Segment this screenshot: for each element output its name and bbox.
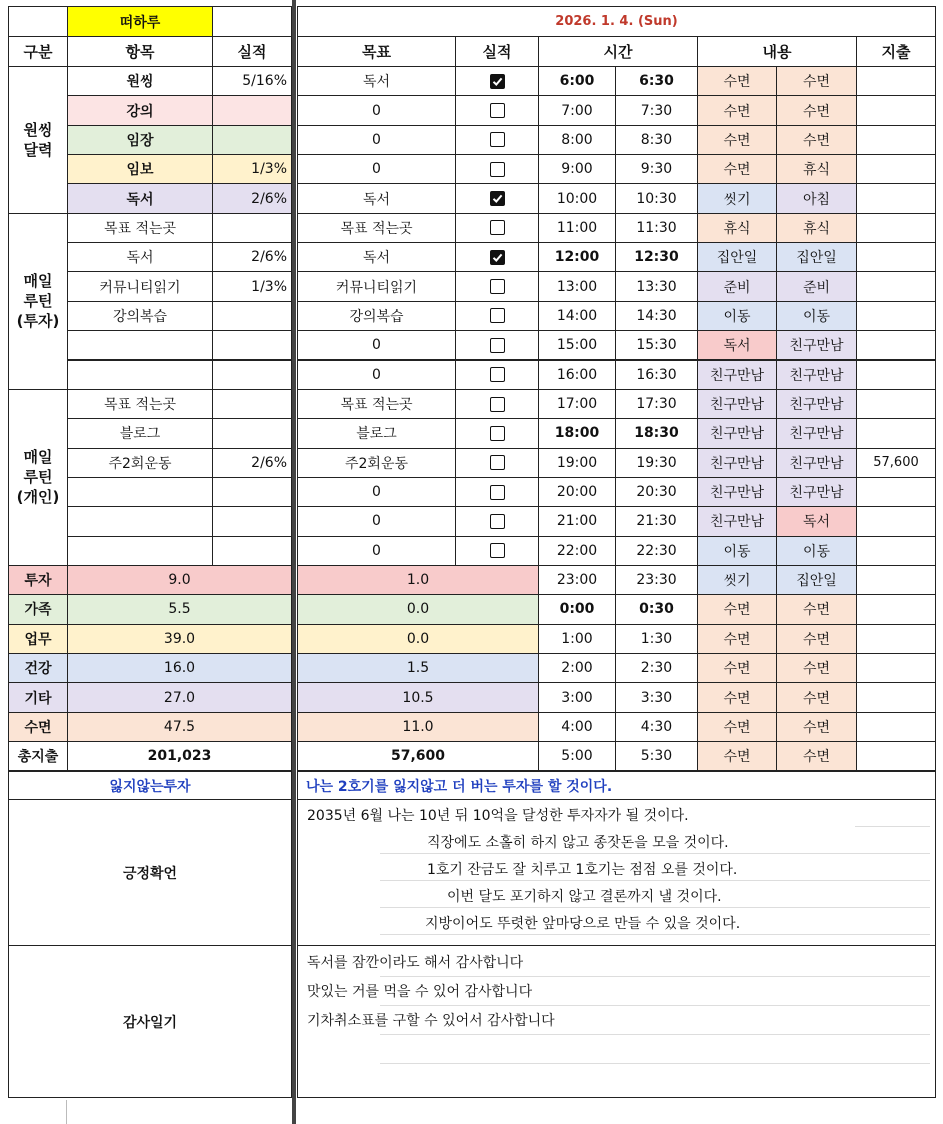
ruled-line [380, 1063, 930, 1064]
item-cell: 독서 [67, 183, 213, 213]
time-start: 22:00 [538, 536, 616, 566]
date-title: 2026. 1. 4. (Sun) [297, 6, 936, 37]
time-end: 10:30 [615, 183, 698, 213]
ruled-line [380, 853, 930, 854]
content-second[interactable]: 친구만남 [776, 448, 857, 478]
header-blank-left [8, 6, 68, 37]
done-header: 실적 [455, 36, 539, 67]
group-routine-personal: 매일 루틴 (개인) [8, 389, 68, 566]
summary-actual: 27.0 [67, 682, 292, 712]
time-start: 13:00 [538, 271, 616, 301]
gratitude-line[interactable]: 기차취소표를 구할 수 있어서 감사합니다 [307, 1013, 555, 1029]
result-cell [212, 389, 292, 419]
expense-cell [856, 183, 936, 213]
content-first[interactable]: 수면 [697, 66, 777, 96]
goal-cell[interactable]: 블로그 [297, 418, 456, 448]
time-end: 5:30 [615, 741, 698, 771]
time-end: 16:30 [615, 360, 698, 390]
time-end: 11:30 [615, 213, 698, 243]
result-cell: 2/6% [212, 242, 292, 272]
done-cell [455, 389, 539, 419]
content-second[interactable]: 집안일 [776, 242, 857, 272]
time-end: 9:30 [615, 154, 698, 184]
result-cell [212, 125, 292, 155]
done-cell [455, 271, 539, 301]
summary-actual: 201,023 [67, 741, 292, 771]
result-cell [212, 418, 292, 448]
time-start: 4:00 [538, 712, 616, 742]
time-start: 11:00 [538, 213, 616, 243]
content-second[interactable]: 이동 [776, 536, 857, 566]
goal-cell[interactable]: 0 [297, 477, 456, 507]
time-start: 7:00 [538, 95, 616, 125]
item-header: 항목 [67, 36, 213, 67]
time-start: 3:00 [538, 682, 616, 712]
motto-text: 나는 2호기를 잃지않고 더 버는 투자를 할 것이다. [297, 771, 936, 800]
nickname-title: 떠하루 [67, 6, 213, 37]
content-second[interactable]: 수면 [776, 682, 857, 712]
summary-label: 기타 [8, 682, 68, 712]
expense-cell [856, 594, 936, 624]
checkmark-icon [492, 252, 503, 263]
goal-cell[interactable]: 강의복습 [297, 301, 456, 331]
done-cell [455, 213, 539, 243]
empty-checkbox[interactable] [490, 279, 505, 294]
expense-cell [856, 271, 936, 301]
summary-goal: 10.5 [297, 682, 539, 712]
group-routine-investment: 매일 루틴 (투자) [8, 213, 68, 390]
expense-cell [856, 477, 936, 507]
empty-checkbox[interactable] [490, 103, 505, 118]
content-second[interactable]: 친구만남 [776, 360, 857, 390]
content-second[interactable]: 준비 [776, 271, 857, 301]
time-end: 8:30 [615, 125, 698, 155]
expense-cell [856, 389, 936, 419]
time-end: 1:30 [615, 624, 698, 654]
content-second[interactable]: 수면 [776, 741, 857, 771]
gratitude-line[interactable]: 독서를 잠깐이라도 해서 감사합니다 [307, 955, 524, 971]
content-second[interactable]: 친구만남 [776, 477, 857, 507]
expense-cell [856, 682, 936, 712]
content-second[interactable]: 수면 [776, 66, 857, 96]
done-cell [455, 183, 539, 213]
gratitude-title: 감사일기 [8, 945, 292, 1098]
goal-cell[interactable]: 0 [297, 154, 456, 184]
content-first[interactable]: 휴식 [697, 213, 777, 243]
time-start: 9:00 [538, 154, 616, 184]
done-cell [455, 301, 539, 331]
ruled-line [380, 1005, 930, 1006]
goal-header: 목표 [297, 36, 456, 67]
result-header: 실적 [212, 36, 292, 67]
item-cell [67, 360, 213, 390]
affirmation-line: 이번 달도 포기하지 않고 결론까지 낼 것이다. [447, 889, 722, 905]
result-cell [212, 301, 292, 331]
expense-cell [856, 653, 936, 683]
ruled-line [380, 907, 930, 908]
goal-cell[interactable]: 목표 적는곳 [297, 213, 456, 243]
result-cell: 2/6% [212, 183, 292, 213]
time-start: 21:00 [538, 506, 616, 536]
expense-cell [856, 242, 936, 272]
time-end: 18:30 [615, 418, 698, 448]
time-start: 14:00 [538, 301, 616, 331]
content-first[interactable]: 수면 [697, 682, 777, 712]
done-cell [455, 477, 539, 507]
expense-cell [856, 624, 936, 654]
panel-divider [292, 0, 296, 1124]
result-cell [212, 360, 292, 390]
summary-label: 가족 [8, 594, 68, 624]
summary-goal: 11.0 [297, 712, 539, 742]
done-cell [455, 448, 539, 478]
summary-label: 건강 [8, 653, 68, 683]
content-second[interactable]: 수면 [776, 594, 857, 624]
checkmark-icon [492, 193, 503, 204]
summary-label: 업무 [8, 624, 68, 654]
expense-cell [856, 66, 936, 96]
goal-cell[interactable]: 커뮤니티읽기 [297, 271, 456, 301]
content-first[interactable]: 수면 [697, 653, 777, 683]
expense-cell [856, 418, 936, 448]
time-start: 15:00 [538, 330, 616, 360]
affirmation-line: 1호기 잔금도 잘 치루고 1호기는 점점 오를 것이다. [427, 862, 738, 878]
content-second[interactable]: 독서 [776, 506, 857, 536]
result-cell: 5/16% [212, 66, 292, 96]
time-end: 3:30 [615, 682, 698, 712]
expense-cell [856, 741, 936, 771]
item-cell: 블로그 [67, 418, 213, 448]
time-end: 14:30 [615, 301, 698, 331]
content-second[interactable]: 친구만남 [776, 330, 857, 360]
goal-cell[interactable]: 0 [297, 330, 456, 360]
item-cell: 목표 적는곳 [67, 213, 213, 243]
content-second[interactable]: 친구만남 [776, 389, 857, 419]
expense-cell [856, 301, 936, 331]
empty-checkbox[interactable] [490, 426, 505, 441]
content-second[interactable]: 친구만남 [776, 418, 857, 448]
content-first[interactable]: 친구만남 [697, 477, 777, 507]
content-first[interactable]: 수면 [697, 594, 777, 624]
done-cell [455, 66, 539, 96]
content-first[interactable]: 친구만남 [697, 448, 777, 478]
time-start: 6:00 [538, 66, 616, 96]
item-cell [67, 477, 213, 507]
ruled-line [380, 934, 930, 935]
content-second[interactable]: 수면 [776, 125, 857, 155]
summary-actual: 39.0 [67, 624, 292, 654]
done-cell [455, 506, 539, 536]
time-end: 23:30 [615, 565, 698, 595]
time-end: 0:30 [615, 594, 698, 624]
time-end: 4:30 [615, 712, 698, 742]
time-start: 5:00 [538, 741, 616, 771]
time-start: 1:00 [538, 624, 616, 654]
affirmation-line: 직장에도 소홀히 하지 않고 종잣돈을 모을 것이다. [427, 835, 729, 851]
expense-cell [856, 213, 936, 243]
content-first[interactable]: 수면 [697, 741, 777, 771]
content-first[interactable]: 씻기 [697, 565, 777, 595]
time-end: 12:30 [615, 242, 698, 272]
time-start: 16:00 [538, 360, 616, 390]
expense-cell [856, 536, 936, 566]
time-end: 17:30 [615, 389, 698, 419]
content-second[interactable]: 휴식 [776, 154, 857, 184]
expense-cell [856, 360, 936, 390]
empty-checkbox[interactable] [490, 543, 505, 558]
goal-cell[interactable]: 독서 [297, 183, 456, 213]
time-start: 2:00 [538, 653, 616, 683]
group-onething-calendar: 원씽 달력 [8, 66, 68, 214]
content-first[interactable]: 수면 [697, 712, 777, 742]
summary-goal: 57,600 [297, 741, 539, 771]
summary-goal: 1.0 [297, 565, 539, 595]
content-second[interactable]: 집안일 [776, 565, 857, 595]
expense-cell [856, 506, 936, 536]
content-second[interactable]: 수면 [776, 624, 857, 654]
expense-cell [856, 330, 936, 360]
time-end: 6:30 [615, 66, 698, 96]
content-first[interactable]: 수면 [697, 154, 777, 184]
motto-title: 잃지않는투자 [8, 771, 292, 800]
done-cell [455, 330, 539, 360]
summary-goal: 0.0 [297, 594, 539, 624]
ruled-line [380, 1034, 930, 1035]
content-first[interactable]: 친구만남 [697, 418, 777, 448]
item-cell: 독서 [67, 242, 213, 272]
header-blank [212, 6, 292, 37]
expense-cell [856, 125, 936, 155]
empty-checkbox[interactable] [490, 367, 505, 382]
done-cell [455, 536, 539, 566]
empty-checkbox[interactable] [490, 455, 505, 470]
done-cell [455, 418, 539, 448]
time-start: 0:00 [538, 594, 616, 624]
time-end: 2:30 [615, 653, 698, 683]
content-header: 내용 [697, 36, 857, 67]
item-cell: 강의복습 [67, 301, 213, 331]
checked-checkbox[interactable] [490, 74, 505, 89]
summary-actual: 9.0 [67, 565, 292, 595]
expense-cell: 57,600 [856, 448, 936, 478]
empty-checkbox[interactable] [490, 514, 505, 529]
expense-cell [856, 95, 936, 125]
time-end: 19:30 [615, 448, 698, 478]
content-second[interactable]: 이동 [776, 301, 857, 331]
goal-cell[interactable]: 주2회운동 [297, 448, 456, 478]
content-second[interactable]: 수면 [776, 712, 857, 742]
content-first[interactable]: 수면 [697, 95, 777, 125]
content-second[interactable]: 아침 [776, 183, 857, 213]
item-cell: 주2회운동 [67, 448, 213, 478]
item-cell [67, 536, 213, 566]
goal-cell[interactable]: 0 [297, 125, 456, 155]
time-end: 20:30 [615, 477, 698, 507]
summary-goal: 1.5 [297, 653, 539, 683]
affirmation-title: 긍정확언 [8, 799, 292, 946]
gratitude-line[interactable]: 맛있는 거를 먹을 수 있어 감사합니다 [307, 984, 533, 1000]
empty-checkbox[interactable] [490, 220, 505, 235]
summary-label: 수면 [8, 712, 68, 742]
content-second[interactable]: 수면 [776, 95, 857, 125]
item-cell: 목표 적는곳 [67, 389, 213, 419]
time-start: 10:00 [538, 183, 616, 213]
time-end: 13:30 [615, 271, 698, 301]
result-cell: 1/3% [212, 271, 292, 301]
content-second[interactable]: 수면 [776, 653, 857, 683]
content-first[interactable]: 수면 [697, 125, 777, 155]
expense-cell [856, 712, 936, 742]
content-first[interactable]: 친구만남 [697, 360, 777, 390]
summary-actual: 5.5 [67, 594, 292, 624]
result-cell [212, 330, 292, 360]
checked-checkbox[interactable] [490, 250, 505, 265]
expense-cell [856, 154, 936, 184]
result-cell [212, 213, 292, 243]
affirmation-line: 2035년 6월 나는 10년 뒤 10억을 달성한 투자자가 될 것이다. [307, 808, 689, 824]
content-first[interactable]: 준비 [697, 271, 777, 301]
time-header: 시간 [538, 36, 698, 67]
summary-label: 총지출 [8, 741, 68, 771]
result-cell [212, 477, 292, 507]
done-cell [455, 154, 539, 184]
item-cell: 원씽 [67, 66, 213, 96]
result-cell: 1/3% [212, 154, 292, 184]
summary-label: 투자 [8, 565, 68, 595]
item-cell: 강의 [67, 95, 213, 125]
category-header: 구분 [8, 36, 68, 67]
summary-actual: 16.0 [67, 653, 292, 683]
done-cell [455, 242, 539, 272]
content-first[interactable]: 수면 [697, 624, 777, 654]
ruled-line [855, 826, 930, 827]
empty-checkbox[interactable] [490, 485, 505, 500]
content-first[interactable]: 씻기 [697, 183, 777, 213]
affirmation-line: 지방이어도 뚜렷한 앞마당으로 만들 수 있을 것이다. [425, 916, 741, 932]
goal-cell[interactable]: 독서 [297, 242, 456, 272]
empty-checkbox[interactable] [490, 132, 505, 147]
time-end: 21:30 [615, 506, 698, 536]
result-cell [212, 536, 292, 566]
result-cell [212, 95, 292, 125]
empty-checkbox[interactable] [490, 338, 505, 353]
empty-checkbox[interactable] [490, 308, 505, 323]
content-first[interactable]: 친구만남 [697, 506, 777, 536]
empty-checkbox[interactable] [490, 397, 505, 412]
item-cell: 커뮤니티읽기 [67, 271, 213, 301]
time-start: 19:00 [538, 448, 616, 478]
item-cell: 임장 [67, 125, 213, 155]
done-cell [455, 360, 539, 390]
time-start: 23:00 [538, 565, 616, 595]
goal-cell[interactable]: 0 [297, 95, 456, 125]
item-cell [67, 330, 213, 360]
goal-cell[interactable]: 0 [297, 360, 456, 390]
content-first[interactable]: 이동 [697, 536, 777, 566]
expense-header: 지출 [856, 36, 936, 67]
item-cell [67, 506, 213, 536]
goal-cell[interactable]: 0 [297, 536, 456, 566]
summary-actual: 47.5 [67, 712, 292, 742]
checkmark-icon [492, 76, 503, 87]
ruled-line [380, 976, 930, 977]
result-cell [212, 506, 292, 536]
content-first[interactable]: 이동 [697, 301, 777, 331]
result-cell: 2/6% [212, 448, 292, 478]
time-start: 18:00 [538, 418, 616, 448]
item-cell: 임보 [67, 154, 213, 184]
time-start: 17:00 [538, 389, 616, 419]
goal-cell[interactable]: 0 [297, 506, 456, 536]
checked-checkbox[interactable] [490, 191, 505, 206]
time-end: 7:30 [615, 95, 698, 125]
empty-checkbox[interactable] [490, 162, 505, 177]
content-first[interactable]: 집안일 [697, 242, 777, 272]
time-start: 8:00 [538, 125, 616, 155]
expense-cell [856, 565, 936, 595]
grid-line [66, 1100, 67, 1124]
time-end: 15:30 [615, 330, 698, 360]
time-start: 20:00 [538, 477, 616, 507]
content-second[interactable]: 휴식 [776, 213, 857, 243]
goal-cell[interactable]: 독서 [297, 66, 456, 96]
content-first[interactable]: 친구만남 [697, 389, 777, 419]
ruled-line [380, 880, 930, 881]
content-first[interactable]: 독서 [697, 330, 777, 360]
summary-goal: 0.0 [297, 624, 539, 654]
done-cell [455, 125, 539, 155]
time-start: 12:00 [538, 242, 616, 272]
goal-cell[interactable]: 목표 적는곳 [297, 389, 456, 419]
done-cell [455, 95, 539, 125]
time-end: 22:30 [615, 536, 698, 566]
